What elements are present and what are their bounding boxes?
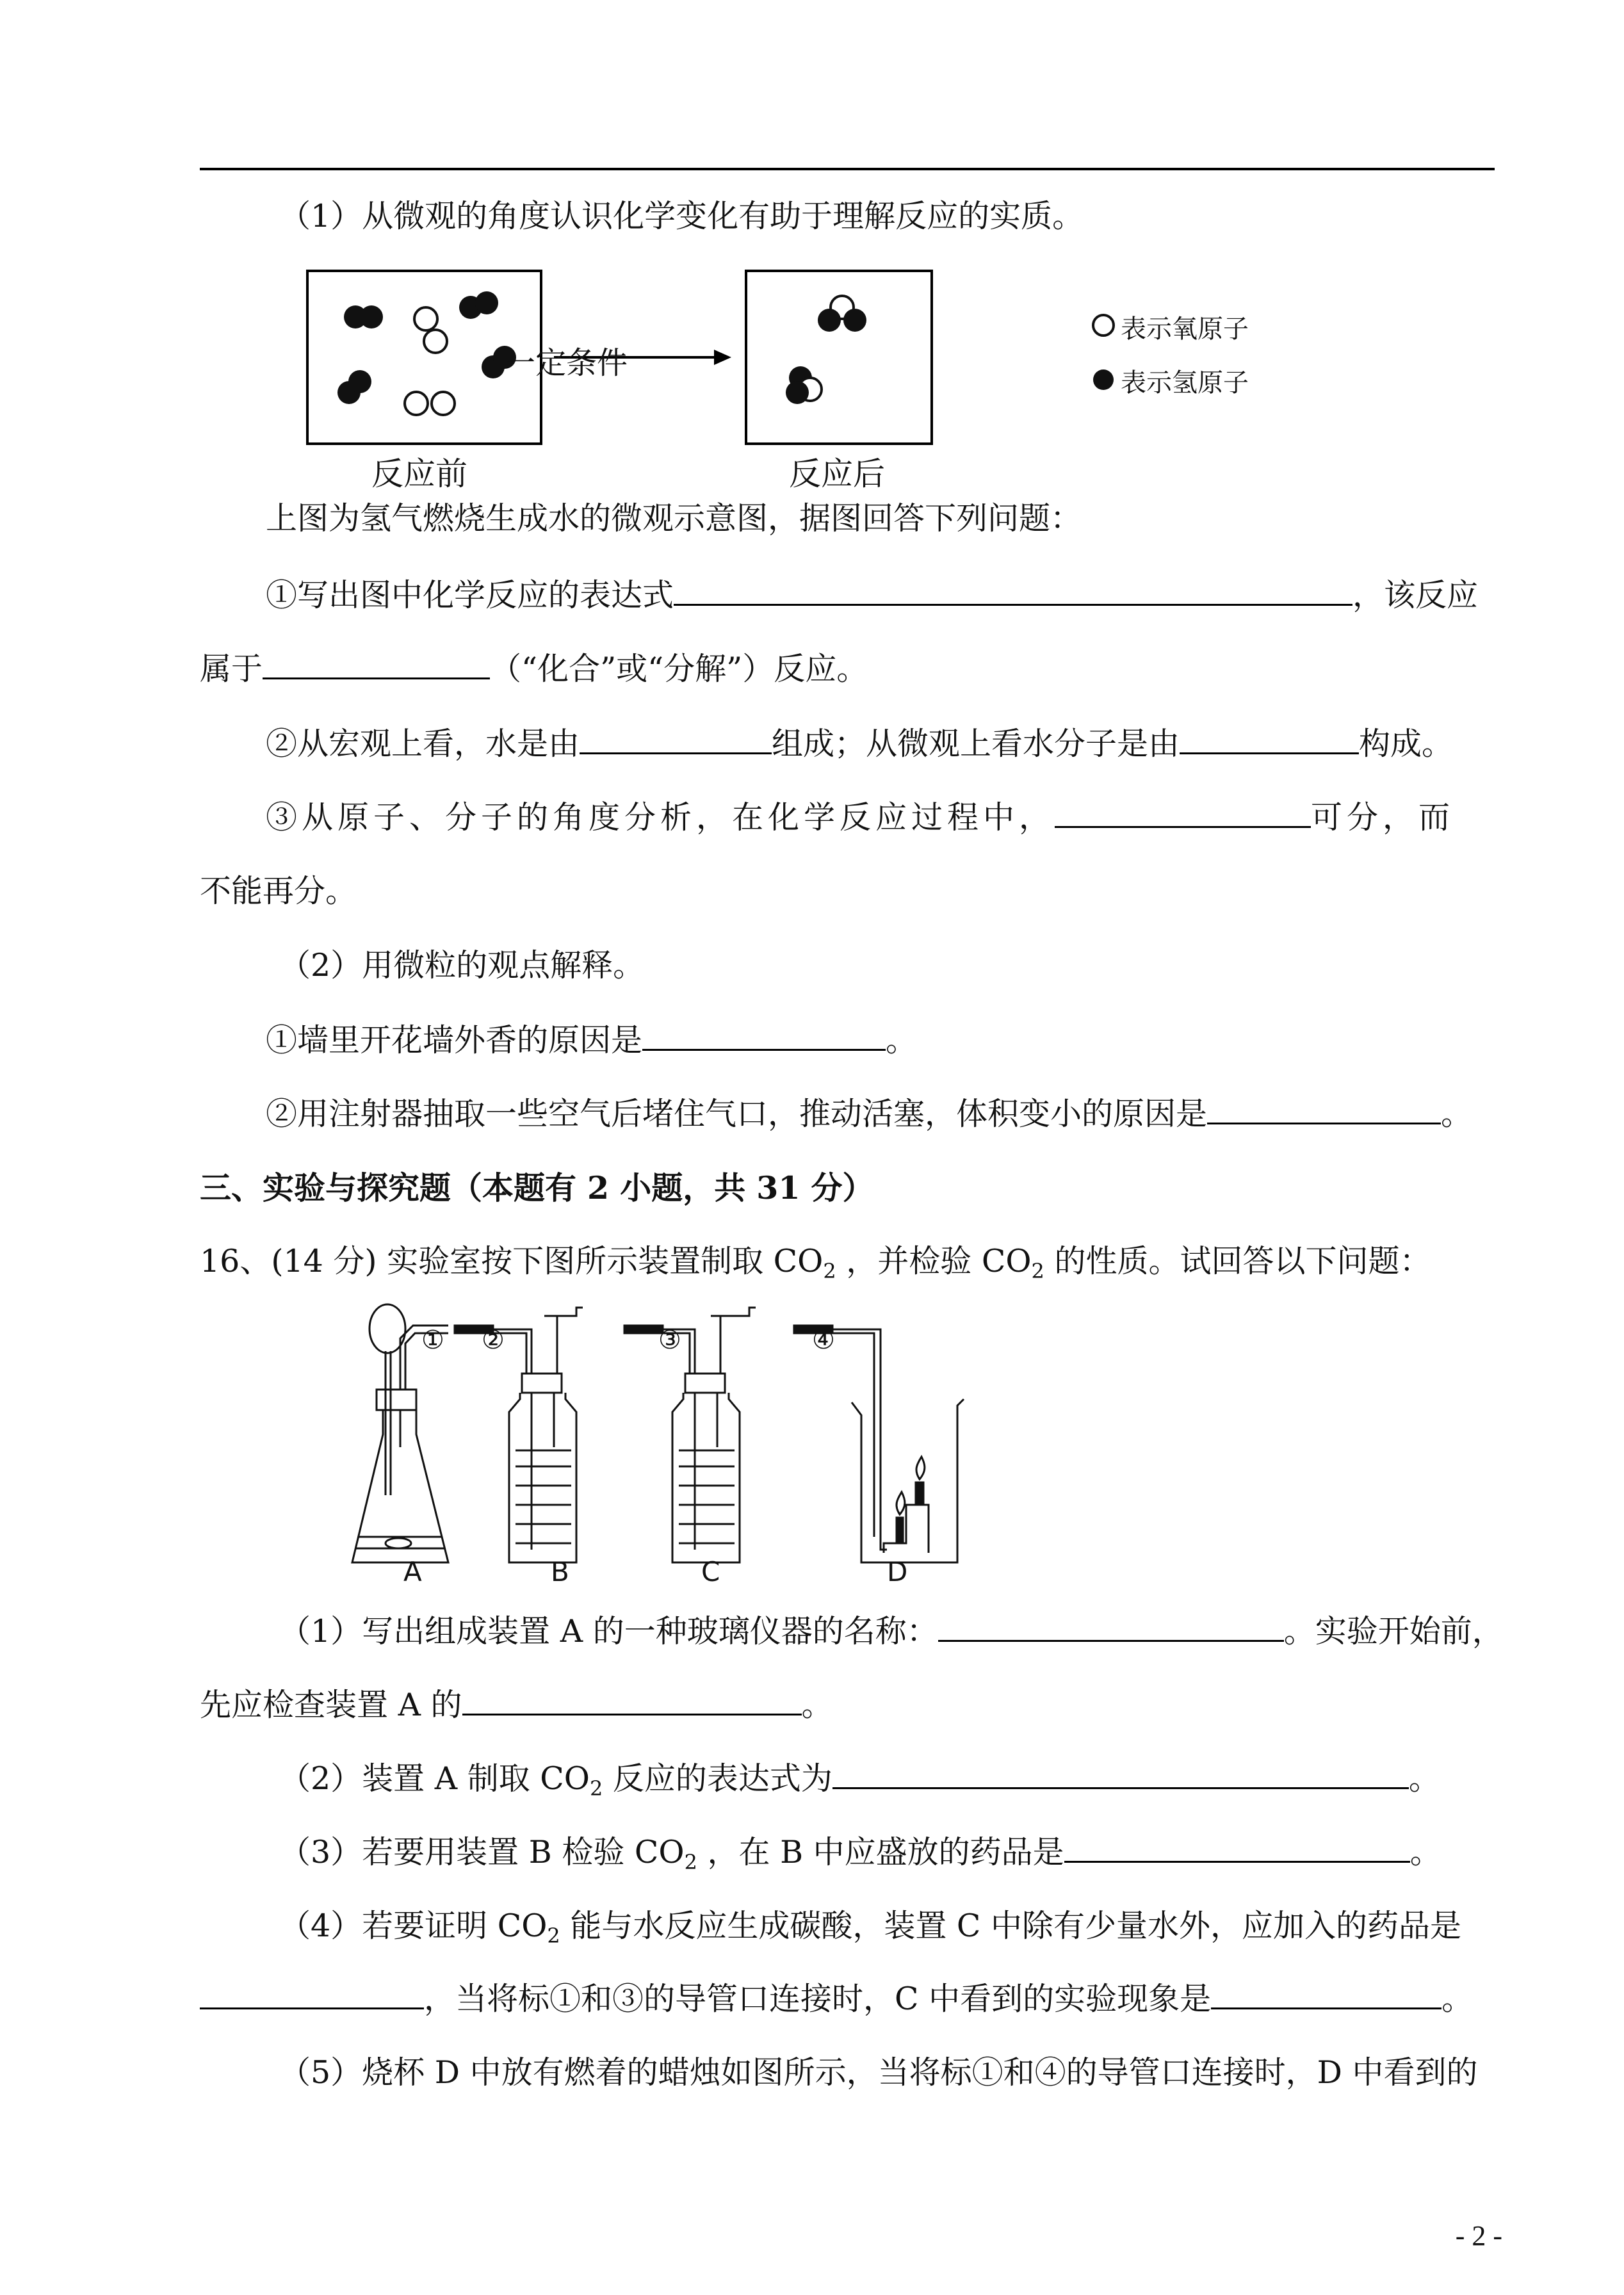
h2-molecule xyxy=(337,370,371,404)
reaction-arrow-head xyxy=(714,350,731,365)
o2-molecule xyxy=(405,392,455,415)
legend-hydrogen-label: 表示氢原子 xyxy=(1121,368,1249,398)
apparatus-label-a: A xyxy=(403,1556,422,1587)
question-3-line1: ③从原子、分子的角度分析，在化学反应过程中， 可分，而 xyxy=(266,799,1455,836)
answer-blank[interactable] xyxy=(200,1979,424,2009)
answer-blank[interactable] xyxy=(263,649,490,679)
section-3-title: 三、实验与探究题（本题有 2 小题，共 31 分） xyxy=(200,1169,874,1206)
answer-blank[interactable] xyxy=(1064,1833,1410,1863)
q16-part4-line1: （4）若要证明 $CO_2$ 能与水反应生成碳酸，装置 C 中除有少量水外，应加入的药品是 xyxy=(279,1908,1462,1948)
after-label: 反应后 xyxy=(789,455,885,492)
q16-part3: （3）若要用装置 B 检验 $CO_2$ ，在 B 中应盛放的药品是 。 xyxy=(279,1834,1441,1874)
apparatus-label-b: B xyxy=(551,1556,569,1587)
h2o-molecule xyxy=(818,296,866,332)
h2o-molecule xyxy=(786,366,822,404)
tube-label-2: ② xyxy=(482,1326,505,1355)
answer-blank[interactable] xyxy=(674,576,1352,606)
answer-blank[interactable] xyxy=(642,1021,886,1051)
answer-blank[interactable] xyxy=(1180,724,1359,754)
apparatus-c xyxy=(624,1308,756,1562)
question-2: ②从宏观上看，水是由 组成；从微观上看水分子是由 构成。 xyxy=(266,726,1454,762)
tube-label-3: ③ xyxy=(658,1326,681,1355)
legend-oxygen-icon xyxy=(1093,315,1114,336)
question-3-line2: 不能再分。 xyxy=(200,873,357,909)
apparatus-label-d: D xyxy=(887,1556,908,1587)
question-1-line2: 属于 （“化合”或“分解”）反应。 xyxy=(200,651,868,687)
tube-label-4: ④ xyxy=(812,1326,835,1355)
answer-blank[interactable] xyxy=(580,724,772,754)
answer-blank[interactable] xyxy=(938,1612,1284,1642)
tube-label-1: ① xyxy=(421,1326,444,1355)
header-rule xyxy=(200,168,1495,170)
q16-part5: （5）烧杯 D 中放有燃着的蜡烛如图所示，当将标①和④的导管口连接时，D 中看到的 xyxy=(279,2054,1478,2091)
part2-question-2: ②用注射器抽取一些空气后堵住气口，推动活塞，体积变小的原因是 。 xyxy=(266,1096,1473,1132)
figure-caption: 上图为氢气燃烧生成水的微观示意图，据图回答下列问题： xyxy=(266,500,1082,537)
answer-blank[interactable] xyxy=(462,1685,802,1715)
q16-part1-line2: 先应检查装置 A 的 。 xyxy=(200,1687,833,1723)
part2-intro: （2）用微粒的观点解释。 xyxy=(279,947,645,984)
arrow-label: 一定条件 xyxy=(505,345,628,381)
apparatus-label-c: C xyxy=(701,1556,720,1587)
before-label: 反应前 xyxy=(371,455,467,492)
legend-oxygen-label: 表示氧原子 xyxy=(1121,314,1249,344)
h2-molecule xyxy=(459,291,498,319)
answer-blank[interactable] xyxy=(1055,798,1311,828)
apparatus-b xyxy=(455,1308,583,1562)
q16-part1-line1: （1）写出组成装置 A 的一种玻璃仪器的名称： 。实验开始前， xyxy=(279,1613,1504,1650)
o2-molecule xyxy=(414,307,447,353)
h2-molecule xyxy=(344,305,383,328)
question-1-line1: ①写出图中化学反应的表达式 ，该反应 xyxy=(266,577,1479,613)
answer-blank[interactable] xyxy=(832,1759,1409,1789)
answer-blank[interactable] xyxy=(1211,1979,1441,2009)
apparatus-d xyxy=(794,1326,964,1562)
q16-part4-line2: ，当将标①和③的导管口连接时，C 中看到的实验现象是 。 xyxy=(200,1979,1473,2020)
q16-part2: （2）装置 A 制取 $CO_2$ 反应的表达式为 。 xyxy=(279,1760,1440,1801)
q16-stem: 16、(14 分) 实验室按下图所示装置制取 $CO_2$ ，并检验 $CO_2$ 的性质。试回答以下问题： xyxy=(200,1243,1431,1283)
part2-question-1: ①墙里开花墙外香的原因是 。 xyxy=(266,1022,918,1058)
answer-blank[interactable] xyxy=(1207,1094,1441,1124)
legend-hydrogen-icon xyxy=(1093,369,1114,390)
part1-intro: （1）从微观的角度认识化学变化有助于理解反应的实质。 xyxy=(279,198,1084,234)
page-number: - 2 - xyxy=(1455,2220,1502,2251)
